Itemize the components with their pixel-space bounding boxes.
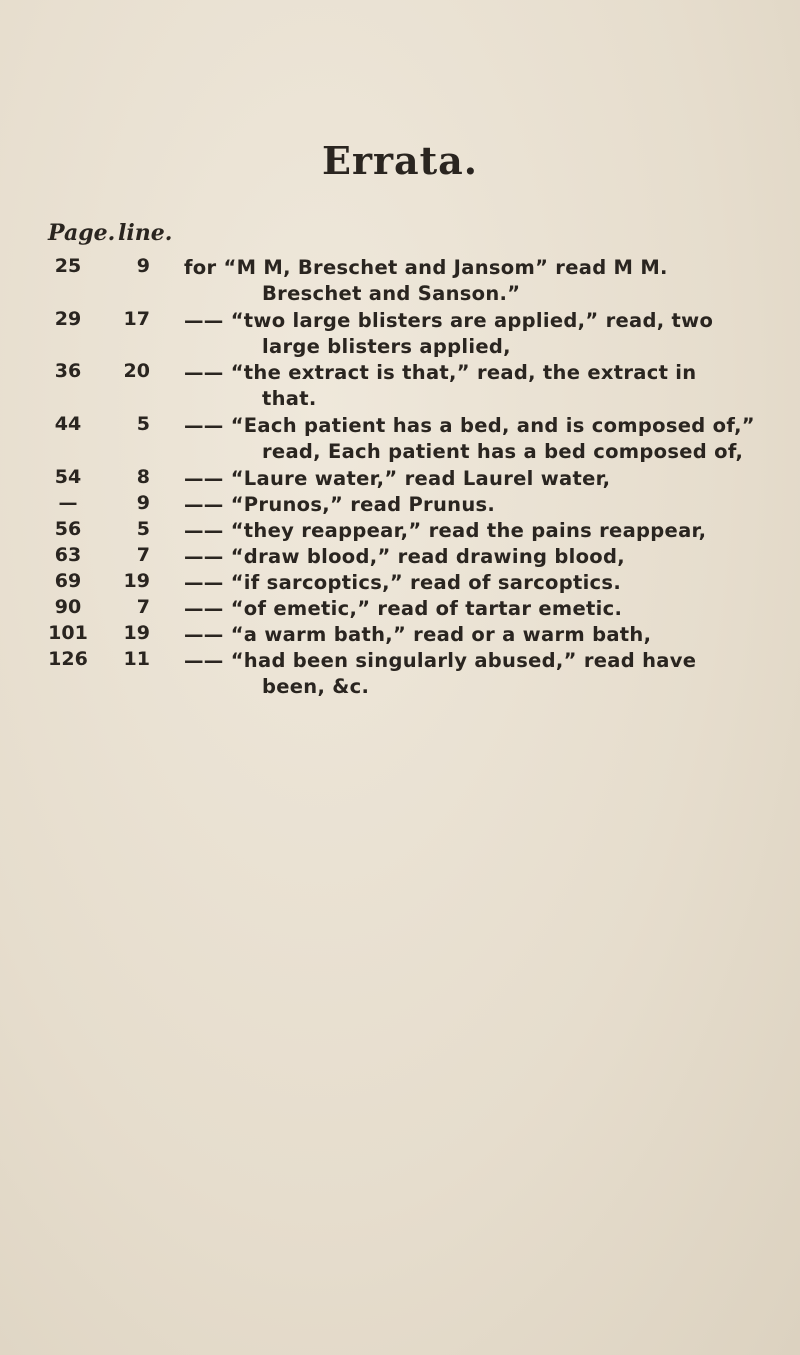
correction-text: —— “the extract is that,” read, the extract in	[184, 361, 697, 384]
line-number: 20	[123, 360, 150, 382]
page-number: 101	[48, 622, 88, 644]
correction-text: for “M M, Breschet and Jansom” read M M.	[184, 256, 668, 279]
correction-continuation: that.	[262, 387, 317, 410]
line-number: 7	[136, 544, 150, 566]
line-number: 7	[136, 596, 150, 618]
correction-text: —— “Prunos,” read Prunus.	[184, 493, 496, 516]
line-number: 5	[136, 413, 150, 435]
correction-text: —— “a warm bath,” read or a warm bath,	[184, 623, 652, 646]
line-number: 11	[123, 648, 150, 670]
line-number: 8	[136, 466, 150, 488]
correction-continuation: been, &c.	[262, 675, 370, 698]
page-number: 36	[54, 360, 82, 382]
line-number: 5	[136, 518, 150, 540]
page-number: 54	[54, 466, 82, 488]
correction-continuation: large blisters applied,	[262, 335, 511, 358]
page-number: 25	[54, 255, 82, 277]
correction-text: —— “had been singularly abused,” read have	[184, 649, 697, 672]
correction-continuation: read, Each patient has a bed composed of,	[262, 440, 744, 463]
correction-text: —— “draw blood,” read drawing blood,	[184, 545, 625, 568]
correction-text: —— “if sarcoptics,” read of sarcoptics.	[184, 571, 622, 594]
correction-text: —— “they reappear,” read the pains reappear,	[184, 519, 707, 542]
correction-continuation: Breschet and Sanson.”	[262, 282, 521, 305]
line-column-header: line.	[118, 220, 173, 246]
line-number: 19	[123, 622, 150, 644]
page-number: 56	[54, 518, 82, 540]
line-number: 9	[136, 255, 150, 277]
correction-text: —— “of emetic,” read of tartar emetic.	[184, 597, 623, 620]
page-number: 63	[54, 544, 82, 566]
correction-text: —— “Each patient has a bed, and is composed of,”	[184, 414, 755, 437]
line-number: 17	[123, 308, 150, 330]
page-number: —	[58, 492, 78, 514]
correction-text: —— “Laure water,” read Laurel water,	[184, 467, 611, 490]
page-column-header: Page.	[48, 220, 116, 246]
page-title: Errata.	[321, 138, 479, 183]
page-number: 69	[54, 570, 82, 592]
page-number: 126	[48, 648, 88, 670]
page-number: 90	[54, 596, 82, 618]
correction-text: —— “two large blisters are applied,” read, two	[184, 309, 714, 332]
page-number: 29	[54, 308, 82, 330]
page-number: 44	[54, 413, 82, 435]
line-number: 19	[123, 570, 150, 592]
line-number: 9	[136, 492, 150, 514]
